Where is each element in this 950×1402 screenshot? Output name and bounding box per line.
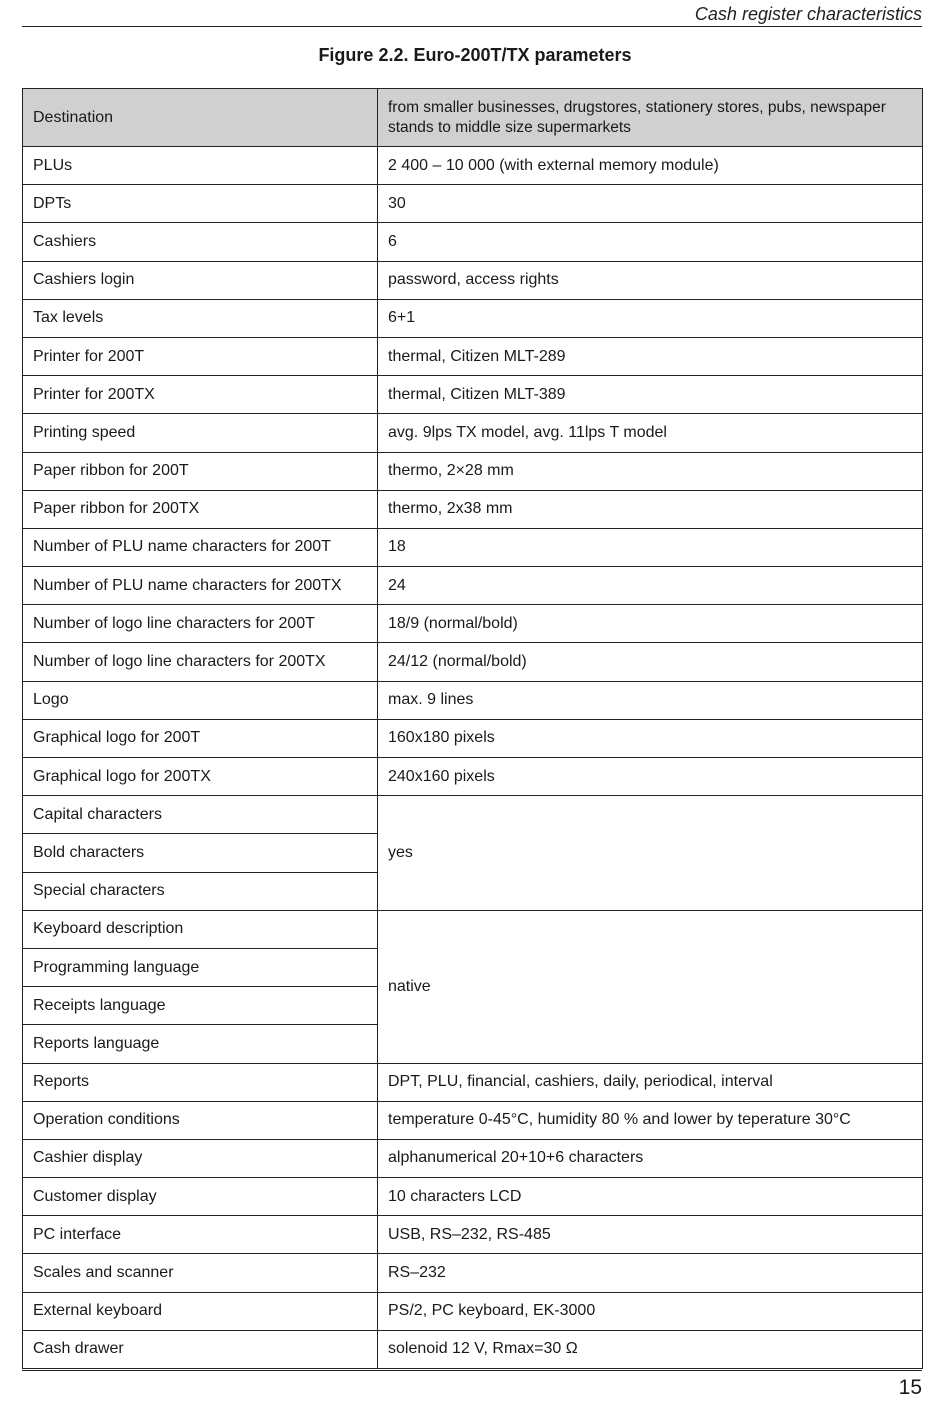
parameter-label: Number of PLU name characters for 200T	[23, 528, 378, 566]
parameter-label: Cashier display	[23, 1139, 378, 1177]
table-row	[23, 452, 923, 490]
table-row	[23, 376, 923, 414]
parameter-value: 10 characters LCD	[378, 1178, 923, 1216]
parameter-label: Printing speed	[23, 414, 378, 452]
table-row	[23, 1330, 923, 1368]
parameter-label: Graphical logo for 200TX	[23, 758, 378, 796]
parameter-label: Keyboard description	[23, 910, 378, 948]
parameter-label: Cashiers	[23, 223, 378, 261]
parameter-value: thermal, Citizen MLT-389	[378, 376, 923, 414]
parameter-label: Cash drawer	[23, 1330, 378, 1368]
parameter-value: avg. 9lps TX model, avg. 11lps T model	[378, 414, 923, 452]
figure-title: Figure 2.2. Euro-200T/TX parameters	[318, 45, 632, 65]
parameter-value: thermal, Citizen MLT-289	[378, 337, 923, 375]
parameter-value: thermo, 2×28 mm	[378, 452, 923, 490]
parameter-label: External keyboard	[23, 1292, 378, 1330]
parameter-value: 30	[378, 185, 923, 223]
parameter-label: Printer for 200T	[23, 337, 378, 375]
table-row	[23, 1216, 923, 1254]
table-row	[23, 414, 923, 452]
parameter-label: Number of logo line characters for 200TX	[23, 643, 378, 681]
table-row	[23, 1139, 923, 1177]
parameter-label: PLUs	[23, 147, 378, 185]
table-header-row	[23, 89, 923, 147]
parameter-label: Operation conditions	[23, 1101, 378, 1139]
parameter-label: DPTs	[23, 185, 378, 223]
parameter-label: Number of PLU name characters for 200TX	[23, 567, 378, 605]
table-row	[23, 528, 923, 566]
table-row	[23, 758, 923, 796]
footer-divider	[22, 1370, 922, 1371]
destination-label: Destination	[23, 89, 378, 147]
parameter-value: PS/2, PC keyboard, EK-3000	[378, 1292, 923, 1330]
parameter-value: native	[378, 910, 923, 1063]
parameter-label: Paper ribbon for 200TX	[23, 490, 378, 528]
table-row	[23, 1292, 923, 1330]
table-row	[23, 1063, 923, 1101]
parameter-label: Paper ribbon for 200T	[23, 452, 378, 490]
parameter-value: USB, RS–232, RS-485	[378, 1216, 923, 1254]
table-row	[23, 490, 923, 528]
section-title: Cash register characteristics	[694, 4, 922, 24]
table-row	[23, 1101, 923, 1139]
parameter-label: Number of logo line characters for 200T	[23, 605, 378, 643]
table-row	[23, 719, 923, 757]
parameters-table	[22, 88, 923, 1369]
table-row	[23, 1254, 923, 1292]
header-divider	[22, 26, 922, 27]
table-row	[23, 261, 923, 299]
table-row	[23, 910, 923, 948]
page-number: 15	[898, 1376, 922, 1399]
table-row	[23, 147, 923, 185]
parameter-value: password, access rights	[378, 261, 923, 299]
parameter-value: 18/9 (normal/bold)	[378, 605, 923, 643]
table-row	[23, 643, 923, 681]
table-row	[23, 223, 923, 261]
parameter-value: 2 400 – 10 000 (with external memory module)	[378, 147, 923, 185]
parameter-label: Reports	[23, 1063, 378, 1101]
parameter-label: Printer for 200TX	[23, 376, 378, 414]
table-row	[23, 337, 923, 375]
parameter-value: 24/12 (normal/bold)	[378, 643, 923, 681]
table-row	[23, 567, 923, 605]
parameter-label: Reports language	[23, 1025, 378, 1063]
table-row	[23, 681, 923, 719]
parameter-value: max. 9 lines	[378, 681, 923, 719]
parameter-value: 240x160 pixels	[378, 758, 923, 796]
parameter-label: Capital characters	[23, 796, 378, 834]
table-row	[23, 605, 923, 643]
parameter-label: Special characters	[23, 872, 378, 910]
table-row	[23, 185, 923, 223]
parameter-value: DPT, PLU, financial, cashiers, daily, periodical, interval	[378, 1063, 923, 1101]
parameter-label: Tax levels	[23, 299, 378, 337]
parameter-value: 6	[378, 223, 923, 261]
table-row	[23, 299, 923, 337]
parameter-label: PC interface	[23, 1216, 378, 1254]
table-row	[23, 796, 923, 834]
parameter-label: Cashiers login	[23, 261, 378, 299]
parameter-value: 6+1	[378, 299, 923, 337]
table-row	[23, 1178, 923, 1216]
parameter-label: Logo	[23, 681, 378, 719]
parameter-label: Scales and scanner	[23, 1254, 378, 1292]
parameter-value: RS–232	[378, 1254, 923, 1292]
destination-value: from smaller businesses, drugstores, stationery stores, pubs, newspaper stands to middle size supermarkets	[378, 89, 923, 147]
parameter-value: yes	[378, 796, 923, 911]
parameter-value: 24	[378, 567, 923, 605]
parameter-label: Programming language	[23, 948, 378, 986]
parameter-label: Customer display	[23, 1178, 378, 1216]
parameter-value: temperature 0-45°C, humidity 80 % and lower by teperature 30°C	[378, 1101, 923, 1139]
parameter-label: Receipts language	[23, 987, 378, 1025]
parameter-label: Graphical logo for 200T	[23, 719, 378, 757]
parameter-value: 18	[378, 528, 923, 566]
parameter-label: Bold characters	[23, 834, 378, 872]
parameter-value: thermo, 2x38 mm	[378, 490, 923, 528]
parameter-value: 160x180 pixels	[378, 719, 923, 757]
parameter-value: solenoid 12 V, Rmax=30 Ω	[378, 1330, 923, 1368]
parameter-value: alphanumerical 20+10+6 characters	[378, 1139, 923, 1177]
